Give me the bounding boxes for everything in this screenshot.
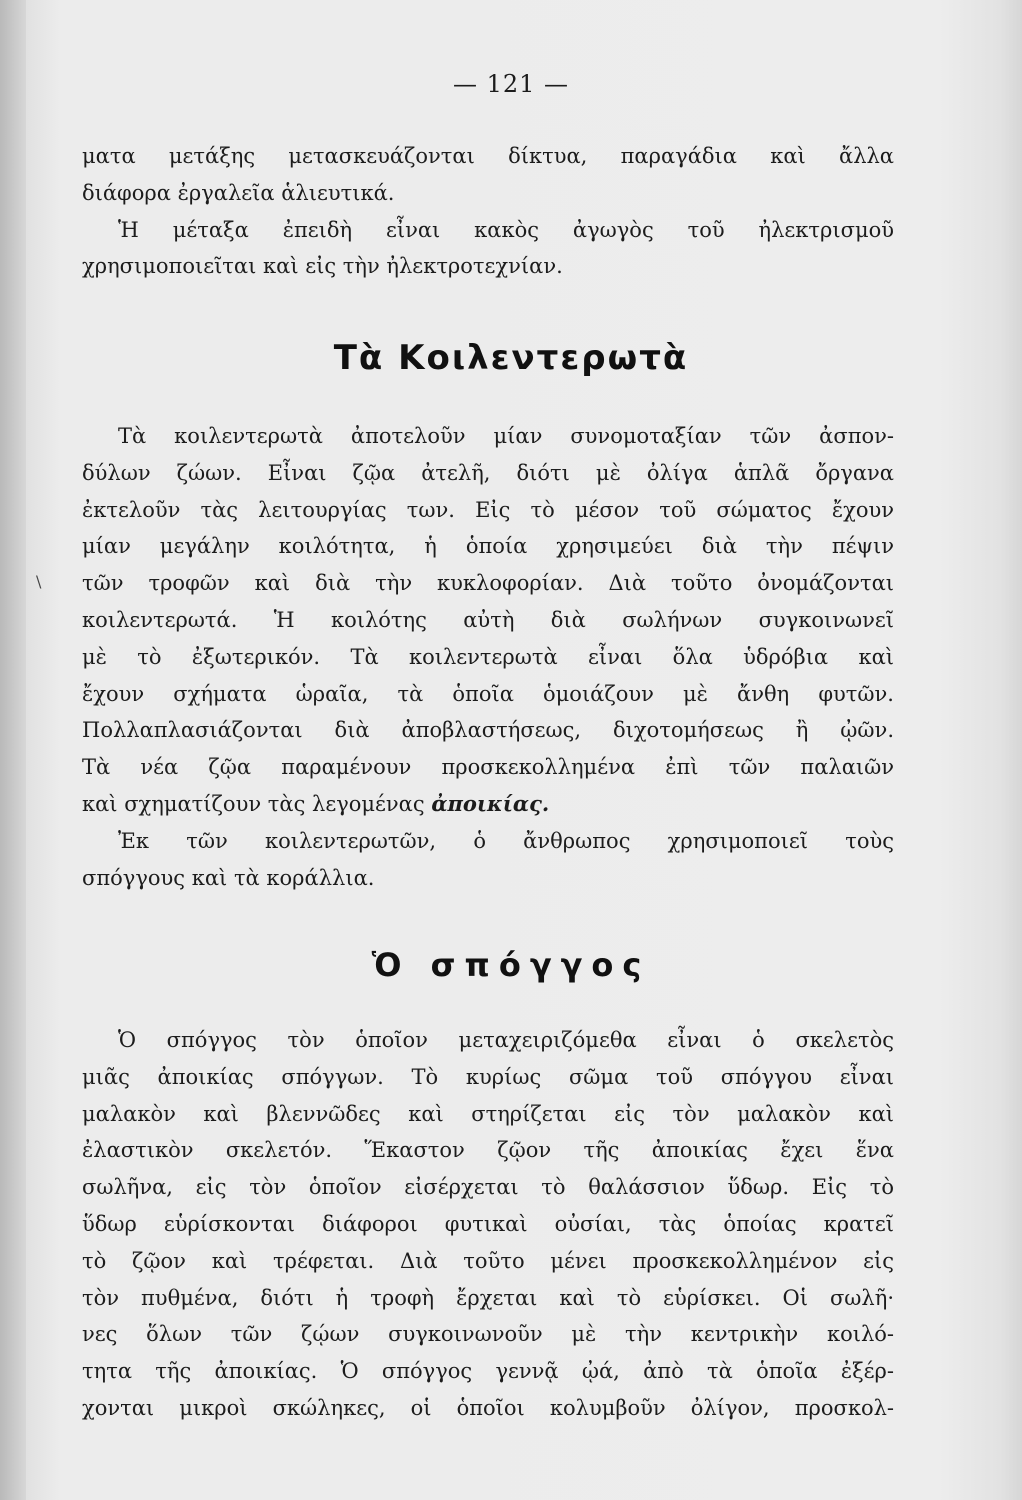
text-line: δύλων ζώων. Εἶναι ζῷα ἀτελῆ, διότι μὲ ὀλίγα ἁπλᾶ ὄργανα <box>82 460 894 485</box>
colonies-term: ἀποικίας. <box>431 790 550 816</box>
text-line: νες ὅλων τῶν ζῴων συγκοινωνοῦν μὲ τὴν κεντρικὴν κοιλό- <box>82 1322 894 1347</box>
text-line: διάφορα ἐργαλεῖα ἁλιευτικά. <box>82 180 395 205</box>
text-line: μαλακὸν καὶ βλεννῶδες καὶ στηρίζεται εἰς τὸν μαλακὸν καὶ <box>82 1101 894 1126</box>
text-line: μίαν μεγάλην κοιλότητα, ἡ ὁποία χρησιμεύει διὰ τὴν πέψιν <box>82 534 894 559</box>
text-line: Ἐκ τῶν κοιλεντερωτῶν, ὁ ἄνθρωπος χρησιμοποιεῖ τοὺς <box>118 828 894 853</box>
text-line: Ὁ σπόγγος τὸν ὁποῖον μεταχειριζόμεθα εἶναι ὁ σκελετὸς <box>118 1028 894 1052</box>
text-line: χρησιμοποιεῖται καὶ εἰς τὴν ἠλεκτροτεχνίαν. <box>82 254 563 279</box>
text-line: τῶν τροφῶν καὶ διὰ τὴν κυκλοφορίαν. Διὰ τοῦτο ὀνομάζονται <box>82 571 894 596</box>
text-line: κοιλεντερωτά. Ἡ κοιλότης αὐτὴ διὰ σωλήνων συγκοινωνεῖ <box>82 607 894 632</box>
coelenterates-paragraph <box>82 418 894 896</box>
page-number: — 121 — <box>452 70 570 98</box>
text-line: Ἡ μέταξα ἐπειδὴ εἶναι κακὸς ἀγωγὸς τοῦ ἠλεκτρισμοῦ <box>118 217 894 242</box>
text-line: τὸν πυθμένα, διότι ἡ τροφὴ ἔρχεται καὶ τὸ εὑρίσκει. Οἱ σωλῆ· <box>82 1285 894 1310</box>
text-line: ἔχουν σχήματα ὡραῖα, τὰ ὁποῖα ὁμοιάζουν μὲ ἄνθη φυτῶν. <box>82 681 894 706</box>
section-heading-coelenterates: Τὰ Κοιλεντερωτὰ <box>333 338 689 378</box>
text-line: τητα τῆς ἀποικίας. Ὁ σπόγγος γεννᾷ ᾠά, ἀπὸ τὰ ὁποῖα ἐξέρ- <box>82 1359 894 1384</box>
text-line: τὸ ζῷον καὶ τρέφεται. Διὰ τοῦτο μένει προσκεκολλημένον εἰς <box>82 1248 894 1273</box>
text-line: Πολλαπλασιάζονται διὰ ἀποβλαστήσεως, διχοτομήσεως ἢ ᾠῶν. <box>82 718 894 743</box>
text-line: ματα μετάξης μετασκευάζονται δίκτυα, παραγάδια καὶ ἄλλα <box>82 144 894 168</box>
text-line-colonies <box>82 786 894 823</box>
section-heading-sponge: Ὁ σπόγγος <box>371 946 651 984</box>
text-line: μὲ τὸ ἐξωτερικόν. Τὰ κοιλεντερωτὰ εἶναι ὅλα ὑδρόβια καὶ <box>82 644 894 669</box>
text-line: ἐκτελοῦν τὰς λειτουργίας των. Εἰς τὸ μέσον τοῦ σώματος ἔχουν <box>82 497 894 522</box>
text-line: μιᾶς ἀποικίας σπόγγων. Τὸ κυρίως σῶμα τοῦ σπόγγου εἶναι <box>82 1064 894 1089</box>
text-line: Τὰ νέα ζῷα παραμένουν προσκεκολλημένα ἐπὶ τῶν παλαιῶν <box>82 755 894 780</box>
text-line: σωλῆνα, εἰς τὸν ὁποῖον εἰσέρχεται τὸ θαλάσσιον ὕδωρ. Εἰς τὸ <box>82 1175 894 1200</box>
text-line: σπόγγους καὶ τὰ κοράλλια. <box>82 865 375 890</box>
intro-paragraphs <box>82 138 894 285</box>
text-line: χονται μικροὶ σκώληκες, οἱ ὁποῖοι κολυμβοῦν ὀλίγον, προσκολ- <box>82 1395 894 1420</box>
text-line: Τὰ κοιλεντερωτὰ ἀποτελοῦν μίαν συνομοταξίαν τῶν ἀσπον- <box>118 424 894 448</box>
text-line: ὕδωρ εὑρίσκονται διάφοροι φυτικαὶ οὐσίαι, τὰς ὁποίας κρατεῖ <box>82 1211 894 1236</box>
colonies-line-prefix: καὶ σχηματίζουν τὰς λεγομένας <box>82 791 432 816</box>
page-spine-shadow <box>0 0 26 1500</box>
text-line: ἐλαστικὸν σκελετόν. Ἕκαστον ζῷον τῆς ἀποικίας ἔχει ἕνα <box>82 1138 894 1163</box>
margin-mark: \ <box>36 572 42 591</box>
sponge-paragraph <box>82 1022 894 1427</box>
